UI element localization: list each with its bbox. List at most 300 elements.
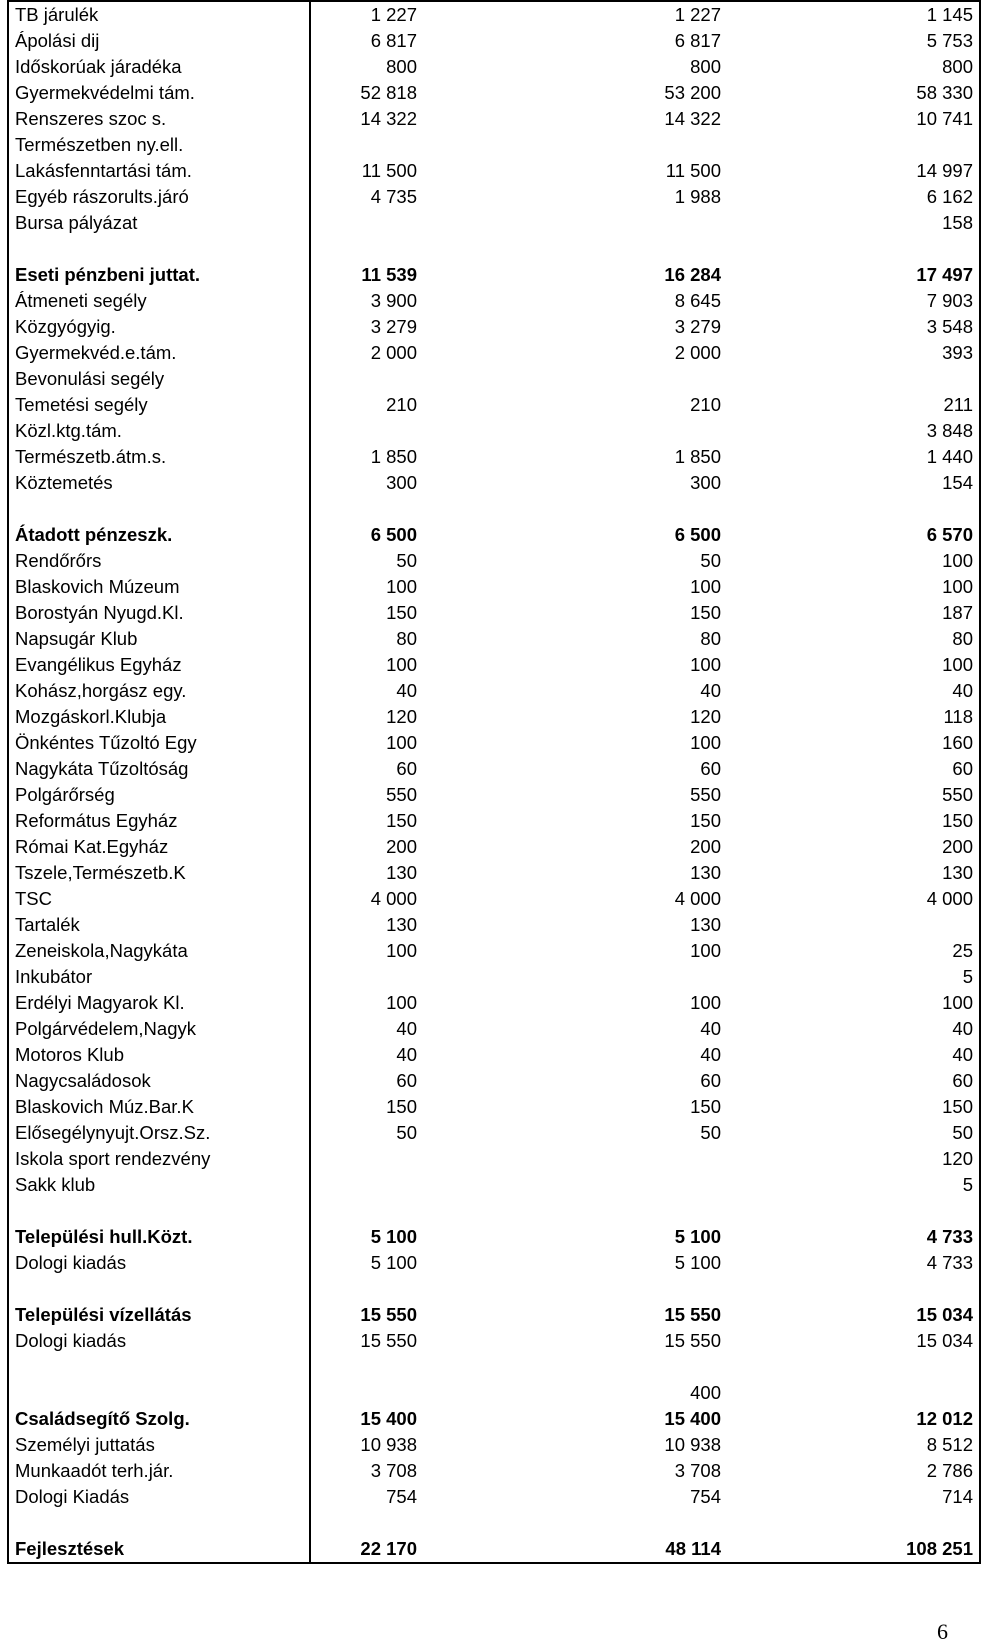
table-row	[8, 886, 980, 912]
value-col-3: 60	[727, 756, 980, 782]
table-row	[8, 106, 980, 132]
value-col-3: 100	[727, 990, 980, 1016]
table-row	[8, 184, 980, 210]
table-row	[8, 860, 980, 886]
table-row	[8, 1536, 980, 1563]
value-col-3	[727, 1510, 980, 1536]
value-col-1: 3 279	[370, 316, 417, 337]
value-col-2	[423, 366, 727, 392]
value-col-3: 550	[727, 782, 980, 808]
table-row	[8, 1094, 980, 1120]
table-row	[8, 782, 980, 808]
value-col-2	[423, 236, 727, 262]
value-col-3: 200	[727, 834, 980, 860]
table-row	[8, 756, 980, 782]
value-col-2	[423, 964, 727, 990]
value-col-3	[727, 1354, 980, 1380]
value-col-2: 5 100	[674, 1226, 721, 1247]
table-row	[8, 600, 980, 626]
value-col-3: 5 753	[727, 28, 980, 54]
value-col-1: 10 938	[360, 1434, 417, 1455]
value-col-1	[310, 1146, 423, 1172]
value-col-2: 80	[700, 628, 721, 649]
row-label: Tartalék	[8, 912, 310, 938]
row-label	[8, 1276, 310, 1302]
value-col-3: 4 733	[727, 1224, 980, 1250]
table-row	[8, 1458, 980, 1484]
value-col-3: 40	[727, 1016, 980, 1042]
value-col-1: 130	[386, 914, 417, 935]
table-row	[8, 1172, 980, 1198]
value-col-1: 15 550	[360, 1330, 417, 1351]
row-label: Blaskovich Múzeum	[8, 574, 310, 600]
row-label: Bursa pályázat	[8, 210, 310, 236]
value-col-2: 8 645	[674, 290, 721, 311]
value-col-3	[727, 1380, 980, 1406]
value-col-1: 80	[396, 628, 417, 649]
value-col-1: 1 850	[370, 446, 417, 467]
value-col-2: 10 938	[664, 1434, 721, 1455]
value-col-3: 3 548	[727, 314, 980, 340]
value-col-1: 40	[396, 1018, 417, 1039]
budget-table-body	[8, 1, 980, 1563]
row-label: Gyermekvédelmi tám.	[8, 80, 310, 106]
value-col-1: 40	[396, 680, 417, 701]
row-label: Természetben ny.ell.	[8, 132, 310, 158]
row-label: TSC	[8, 886, 310, 912]
value-col-3: 3 848	[727, 418, 980, 444]
value-col-1: 11 539	[361, 264, 417, 285]
row-label: Zeneiskola,Nagykáta	[8, 938, 310, 964]
value-col-2: 60	[700, 1070, 721, 1091]
table-row	[8, 470, 980, 496]
row-label	[8, 1198, 310, 1224]
value-col-1: 15 550	[360, 1304, 417, 1325]
value-col-1: 50	[396, 1122, 417, 1143]
value-col-3: 15 034	[727, 1328, 980, 1354]
value-col-3: 187	[727, 600, 980, 626]
value-col-2	[423, 1198, 727, 1224]
value-col-1: 15 400	[360, 1408, 417, 1429]
value-col-3: 40	[727, 678, 980, 704]
table-row	[8, 1380, 980, 1406]
value-col-2: 40	[700, 1044, 721, 1065]
table-row	[8, 626, 980, 652]
value-col-2: 130	[690, 914, 721, 935]
value-col-1: 22 170	[310, 1536, 423, 1563]
value-col-1: 2 000	[370, 342, 417, 363]
table-row	[8, 990, 980, 1016]
table-row	[8, 236, 980, 262]
table-row	[8, 730, 980, 756]
table-row	[8, 392, 980, 418]
row-label: Személyi juttatás	[8, 1432, 310, 1458]
value-col-2: 150	[690, 810, 721, 831]
value-col-2: 11 500	[665, 160, 721, 181]
value-col-1: 210	[386, 394, 417, 415]
value-col-3: 50	[727, 1120, 980, 1146]
value-col-2: 100	[690, 576, 721, 597]
value-col-3: 40	[727, 1042, 980, 1068]
value-col-1: 6 500	[370, 524, 417, 545]
table-row	[8, 1120, 980, 1146]
value-col-3: 25	[727, 938, 980, 964]
table-row	[8, 1042, 980, 1068]
value-col-1: 550	[386, 784, 417, 805]
value-col-2: 210	[690, 394, 721, 415]
row-label: Lakásfenntartási tám.	[8, 158, 310, 184]
row-label: Dologi kiadás	[8, 1250, 310, 1276]
value-col-2: 53 200	[664, 82, 721, 103]
value-col-1	[310, 1380, 423, 1406]
value-col-2: 400	[690, 1382, 721, 1403]
row-label: Dologi Kiadás	[8, 1484, 310, 1510]
value-col-2: 50	[700, 550, 721, 571]
table-row	[8, 444, 980, 470]
value-col-3: 6 162	[727, 184, 980, 210]
table-row	[8, 652, 980, 678]
value-col-3	[727, 912, 980, 938]
table-row	[8, 1, 980, 28]
value-col-2	[423, 1172, 727, 1198]
value-col-2: 6 500	[674, 524, 721, 545]
value-col-3: 10 741	[727, 106, 980, 132]
value-col-3: 4 733	[727, 1250, 980, 1276]
value-col-1	[310, 496, 423, 522]
page-number: 6	[937, 1619, 948, 1644]
row-label: Temetési segély	[8, 392, 310, 418]
table-row	[8, 548, 980, 574]
value-col-2: 1 988	[674, 186, 721, 207]
row-label: Közgyógyig.	[8, 314, 310, 340]
value-col-3: 12 012	[727, 1406, 980, 1432]
table-row	[8, 1328, 980, 1354]
table-row	[8, 496, 980, 522]
value-col-3: 15 034	[727, 1302, 980, 1328]
table-row	[8, 678, 980, 704]
value-col-2	[423, 132, 727, 158]
value-col-1: 4 000	[370, 888, 417, 909]
value-col-2	[423, 210, 727, 236]
row-label: Családsegítő Szolg.	[8, 1406, 310, 1432]
value-col-2: 4 000	[674, 888, 721, 909]
value-col-1: 60	[396, 1070, 417, 1091]
value-col-1: 1 227	[310, 1, 423, 28]
value-col-3	[727, 1276, 980, 1302]
value-col-2: 200	[690, 836, 721, 857]
value-col-2: 5 100	[674, 1252, 721, 1273]
value-col-3: 100	[727, 652, 980, 678]
value-col-2: 150	[690, 602, 721, 623]
row-label: Fejlesztések	[8, 1536, 310, 1563]
value-col-2: 6 817	[674, 30, 721, 51]
value-col-1	[310, 418, 423, 444]
row-label: Eseti pénzbeni juttat.	[8, 262, 310, 288]
value-col-2: 550	[690, 784, 721, 805]
value-col-2: 14 322	[664, 108, 721, 129]
table-row	[8, 1224, 980, 1250]
row-label: Egyéb rászorults.járó	[8, 184, 310, 210]
value-col-3: 7 903	[727, 288, 980, 314]
row-label	[8, 496, 310, 522]
value-col-3: 100	[727, 574, 980, 600]
value-col-3: 8 512	[727, 1432, 980, 1458]
value-col-3: 6 570	[727, 522, 980, 548]
value-col-1: 100	[386, 576, 417, 597]
table-row	[8, 1484, 980, 1510]
row-label: Közl.ktg.tám.	[8, 418, 310, 444]
value-col-2: 16 284	[664, 264, 721, 285]
row-label: Időskorúak járadéka	[8, 54, 310, 80]
table-row	[8, 262, 980, 288]
value-col-1: 800	[386, 56, 417, 77]
value-col-2	[423, 418, 727, 444]
row-label: Átmeneti segély	[8, 288, 310, 314]
value-col-1: 100	[386, 654, 417, 675]
value-col-1	[310, 964, 423, 990]
row-label: Ápolási dij	[8, 28, 310, 54]
value-col-2: 130	[690, 862, 721, 883]
row-label: Polgárőrség	[8, 782, 310, 808]
value-col-1: 3 708	[370, 1460, 417, 1481]
row-label: Renszeres szoc s.	[8, 106, 310, 132]
value-col-2: 1 850	[674, 446, 721, 467]
value-col-3: 158	[727, 210, 980, 236]
value-col-1	[310, 1510, 423, 1536]
row-label	[8, 236, 310, 262]
table-row	[8, 314, 980, 340]
value-col-3	[727, 132, 980, 158]
table-row	[8, 964, 980, 990]
value-col-1: 50	[396, 550, 417, 571]
value-col-3: 80	[727, 626, 980, 652]
row-label: Iskola sport rendezvény	[8, 1146, 310, 1172]
table-row	[8, 1406, 980, 1432]
value-col-1: 100	[386, 732, 417, 753]
row-label: Nagykáta Tűzoltóság	[8, 756, 310, 782]
table-row	[8, 1302, 980, 1328]
value-col-2: 40	[700, 680, 721, 701]
table-row	[8, 1432, 980, 1458]
value-col-3: 5	[727, 964, 980, 990]
value-col-1: 3 900	[370, 290, 417, 311]
value-col-1: 100	[386, 940, 417, 961]
value-col-1: 150	[386, 810, 417, 831]
table-row	[8, 938, 980, 964]
value-col-2: 50	[700, 1122, 721, 1143]
value-col-2: 2 000	[674, 342, 721, 363]
value-col-2	[423, 1276, 727, 1302]
value-col-2	[423, 1146, 727, 1172]
value-col-1	[310, 210, 423, 236]
table-row	[8, 80, 980, 106]
table-row	[8, 340, 980, 366]
value-col-1: 100	[386, 992, 417, 1013]
table-row	[8, 834, 980, 860]
row-label: Települési hull.Közt.	[8, 1224, 310, 1250]
value-col-2: 100	[690, 992, 721, 1013]
value-col-3: 1 440	[727, 444, 980, 470]
row-label: Átadott pénzeszk.	[8, 522, 310, 548]
value-col-1: 40	[396, 1044, 417, 1065]
value-col-2	[423, 1354, 727, 1380]
value-col-2: 100	[690, 732, 721, 753]
row-label: Kohász,horgász egy.	[8, 678, 310, 704]
value-col-3: 1 145	[727, 1, 980, 28]
row-label: Református Egyház	[8, 808, 310, 834]
value-col-3: 211	[727, 392, 980, 418]
table-row	[8, 1068, 980, 1094]
table-row	[8, 704, 980, 730]
row-label	[8, 1510, 310, 1536]
row-label: Mozgáskorl.Klubja	[8, 704, 310, 730]
row-label	[8, 1380, 310, 1406]
value-col-2: 15 550	[664, 1330, 721, 1351]
value-col-1: 5 100	[370, 1226, 417, 1247]
row-label: Erdélyi Magyarok Kl.	[8, 990, 310, 1016]
value-col-2: 300	[690, 472, 721, 493]
value-col-3: 2 786	[727, 1458, 980, 1484]
value-col-3: 393	[727, 340, 980, 366]
row-label: Természetb.átm.s.	[8, 444, 310, 470]
table-row	[8, 288, 980, 314]
value-col-3: 118	[727, 704, 980, 730]
value-col-1: 150	[386, 1096, 417, 1117]
value-col-2: 3 279	[674, 316, 721, 337]
value-col-3: 800	[727, 54, 980, 80]
value-col-2: 754	[690, 1486, 721, 1507]
value-col-1: 130	[386, 862, 417, 883]
value-col-1: 11 500	[361, 160, 417, 181]
value-col-3: 120	[727, 1146, 980, 1172]
table-row	[8, 54, 980, 80]
value-col-2: 60	[700, 758, 721, 779]
value-col-2	[423, 496, 727, 522]
value-col-3: 108 251	[727, 1536, 980, 1563]
value-col-1	[310, 1172, 423, 1198]
value-col-1	[310, 1354, 423, 1380]
value-col-1	[310, 132, 423, 158]
value-col-3: 14 997	[727, 158, 980, 184]
value-col-2: 800	[690, 56, 721, 77]
value-col-1: 14 322	[360, 108, 417, 129]
value-col-1	[310, 1198, 423, 1224]
value-col-3: 154	[727, 470, 980, 496]
row-label: Önkéntes Tűzoltó Egy	[8, 730, 310, 756]
row-label: Blaskovich Múz.Bar.K	[8, 1094, 310, 1120]
table-row	[8, 1146, 980, 1172]
value-col-2: 48 114	[423, 1536, 727, 1563]
value-col-3: 17 497	[727, 262, 980, 288]
row-label: Dologi kiadás	[8, 1328, 310, 1354]
table-row	[8, 366, 980, 392]
table-row	[8, 418, 980, 444]
value-col-1: 300	[386, 472, 417, 493]
value-col-1: 754	[386, 1486, 417, 1507]
table-row	[8, 1510, 980, 1536]
table-row	[8, 1250, 980, 1276]
row-label: Települési vízellátás	[8, 1302, 310, 1328]
value-col-3: 160	[727, 730, 980, 756]
row-label: Sakk klub	[8, 1172, 310, 1198]
value-col-2: 120	[690, 706, 721, 727]
value-col-3: 58 330	[727, 80, 980, 106]
value-col-2: 100	[690, 654, 721, 675]
value-col-1	[310, 366, 423, 392]
value-col-2: 15 550	[664, 1304, 721, 1325]
table-row	[8, 574, 980, 600]
row-label: Tszele,Természetb.K	[8, 860, 310, 886]
value-col-1: 60	[396, 758, 417, 779]
row-label: Napsugár Klub	[8, 626, 310, 652]
row-label: Inkubátor	[8, 964, 310, 990]
table-row	[8, 132, 980, 158]
row-label: TB járulék	[8, 1, 310, 28]
value-col-3: 150	[727, 1094, 980, 1120]
row-label: Borostyán Nyugd.Kl.	[8, 600, 310, 626]
value-col-1: 200	[386, 836, 417, 857]
table-row	[8, 210, 980, 236]
value-col-1: 150	[386, 602, 417, 623]
row-label: Bevonulási segély	[8, 366, 310, 392]
row-label: Evangélikus Egyház	[8, 652, 310, 678]
table-row	[8, 158, 980, 184]
value-col-3	[727, 1198, 980, 1224]
value-col-2	[423, 1510, 727, 1536]
row-label: Munkaadót terh.jár.	[8, 1458, 310, 1484]
value-col-3: 4 000	[727, 886, 980, 912]
table-row	[8, 808, 980, 834]
value-col-3: 60	[727, 1068, 980, 1094]
budget-table	[7, 0, 981, 1564]
table-row	[8, 1016, 980, 1042]
value-col-3: 100	[727, 548, 980, 574]
row-label: Nagycsaládosok	[8, 1068, 310, 1094]
value-col-3: 5	[727, 1172, 980, 1198]
value-col-1: 120	[386, 706, 417, 727]
row-label: Római Kat.Egyház	[8, 834, 310, 860]
value-col-3	[727, 496, 980, 522]
row-label: Polgárvédelem,Nagyk	[8, 1016, 310, 1042]
value-col-2: 100	[690, 940, 721, 961]
value-col-3: 150	[727, 808, 980, 834]
value-col-3: 130	[727, 860, 980, 886]
table-row	[8, 1198, 980, 1224]
row-label: Gyermekvéd.e.tám.	[8, 340, 310, 366]
value-col-1	[310, 236, 423, 262]
value-col-2: 150	[690, 1096, 721, 1117]
row-label: Rendőrőrs	[8, 548, 310, 574]
value-col-1: 4 735	[370, 186, 417, 207]
value-col-2: 15 400	[664, 1408, 721, 1429]
table-row	[8, 1276, 980, 1302]
value-col-2: 1 227	[423, 1, 727, 28]
table-row	[8, 1354, 980, 1380]
table-row	[8, 28, 980, 54]
value-col-1: 6 817	[370, 30, 417, 51]
row-label: Köztemetés	[8, 470, 310, 496]
value-col-3: 714	[727, 1484, 980, 1510]
value-col-2: 40	[700, 1018, 721, 1039]
value-col-1: 52 818	[360, 82, 417, 103]
value-col-1	[310, 1276, 423, 1302]
value-col-1: 5 100	[370, 1252, 417, 1273]
value-col-3	[727, 236, 980, 262]
value-col-2: 3 708	[674, 1460, 721, 1481]
value-col-3	[727, 366, 980, 392]
row-label: Elősegélynyujt.Orsz.Sz.	[8, 1120, 310, 1146]
row-label	[8, 1354, 310, 1380]
